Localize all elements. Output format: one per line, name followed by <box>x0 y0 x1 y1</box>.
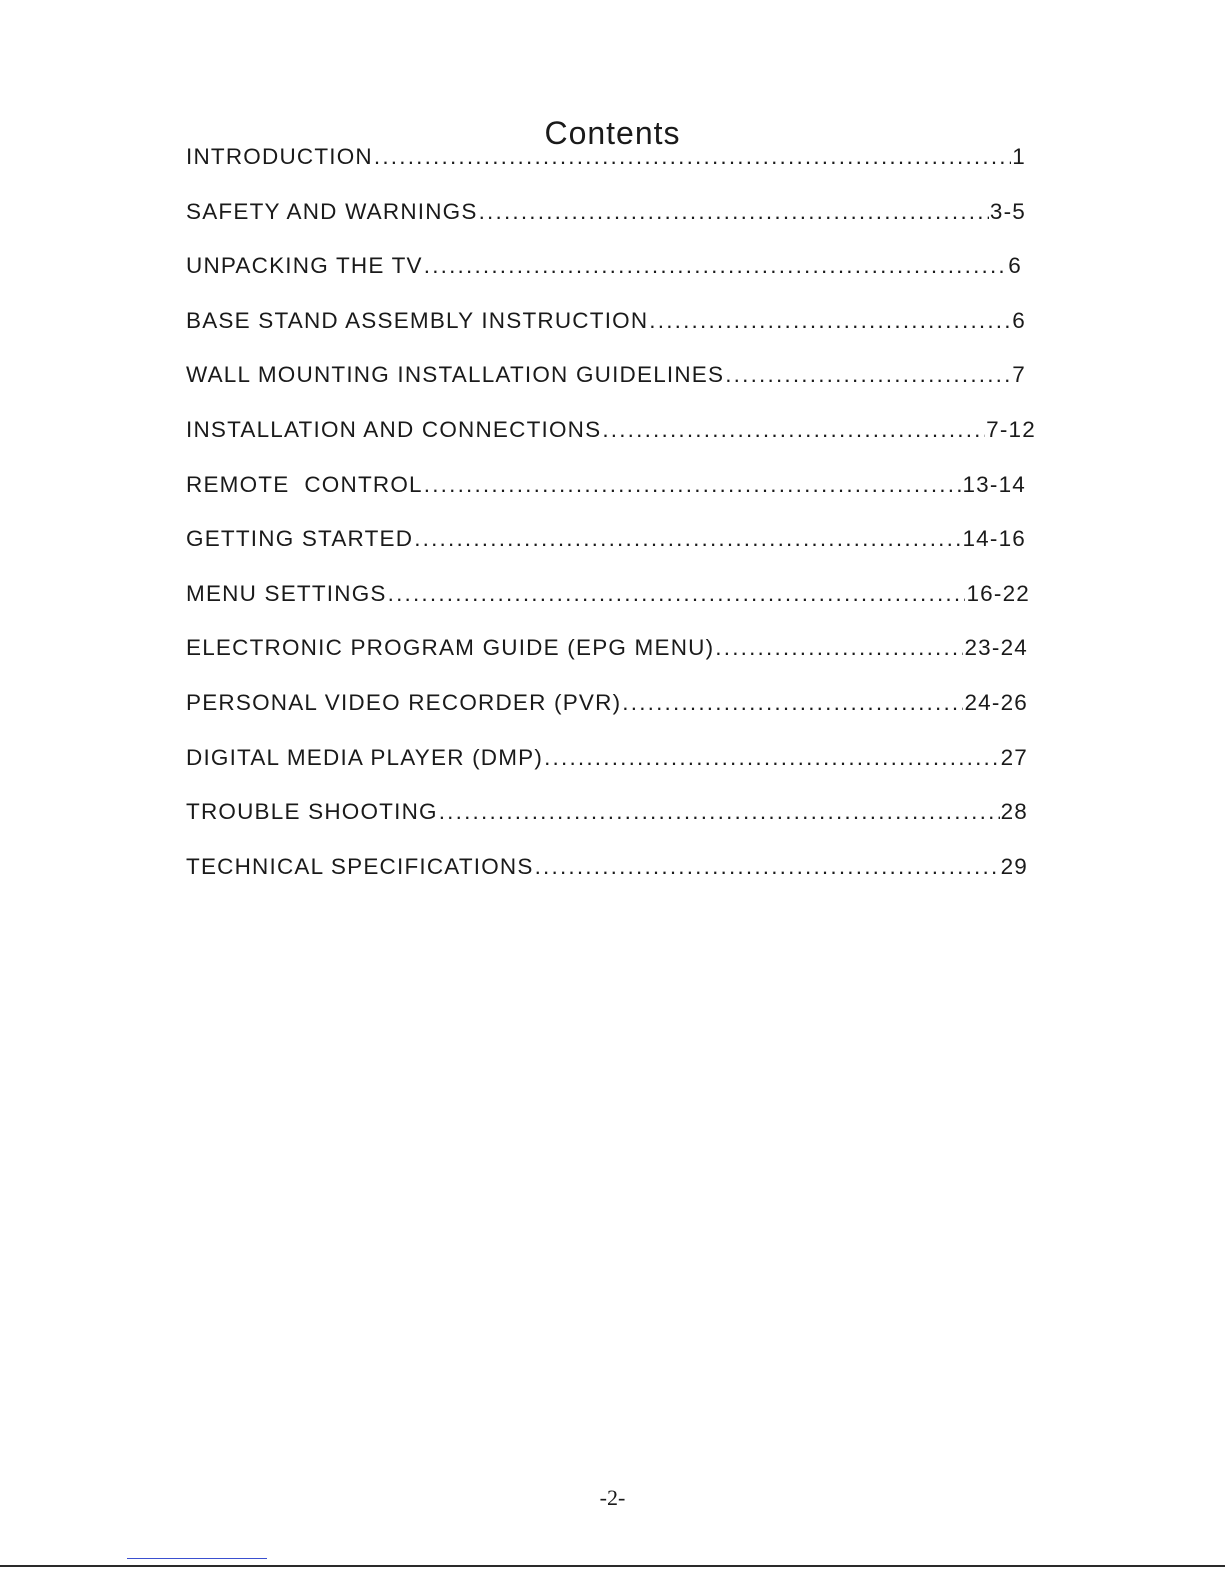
toc-entry-page: 29 <box>1000 853 1028 879</box>
link-underline <box>127 1558 267 1559</box>
toc-entry-unpacking-the-tv[interactable] <box>186 249 1036 304</box>
dot-leader <box>602 413 985 447</box>
dot-leader <box>414 522 961 556</box>
toc-entry-title: WALL MOUNTING INSTALLATION GUIDELINES <box>186 362 725 388</box>
toc-entry-title: UNPACKING THE TV <box>186 253 423 279</box>
toc-entry-epg-menu[interactable] <box>186 631 1036 686</box>
toc-entry-page: 23-24 <box>964 635 1028 661</box>
toc-entry-title: TROUBLE SHOOTING <box>186 799 438 825</box>
page-bottom-rule <box>0 1565 1225 1567</box>
dot-leader <box>374 140 1011 174</box>
toc-entry-page: 7 <box>1012 362 1026 388</box>
page-number: -2- <box>599 1485 626 1510</box>
toc-entry-base-stand-assembly[interactable] <box>186 304 1036 359</box>
toc-entry-wall-mounting[interactable] <box>186 358 1036 413</box>
toc-entry-title: INTRODUCTION <box>186 144 373 169</box>
table-of-contents <box>186 140 1036 904</box>
toc-entry-safety-and-warnings[interactable] <box>186 195 1036 250</box>
toc-entry-title: TECHNICAL SPECIFICATIONS <box>186 853 534 879</box>
dot-leader <box>388 577 966 611</box>
toc-entry-page: 6 <box>1012 307 1026 333</box>
toc-entry-page: 24-26 <box>964 689 1028 715</box>
toc-entry-page: 27 <box>1000 744 1028 770</box>
toc-entry-getting-started[interactable] <box>186 522 1036 577</box>
toc-entry-introduction[interactable] <box>186 140 1036 195</box>
toc-entry-title: BASE STAND ASSEMBLY INSTRUCTION <box>186 307 649 333</box>
dot-leader <box>424 249 1008 283</box>
toc-entry-pvr[interactable] <box>186 686 1036 741</box>
toc-entry-page: 13-14 <box>962 471 1026 497</box>
toc-entry-page: 3-5 <box>989 198 1026 224</box>
toc-entry-page: 14-16 <box>962 526 1026 552</box>
toc-entry-title: SAFETY AND WARNINGS <box>186 198 478 224</box>
dot-leader <box>649 304 1011 338</box>
dot-leader <box>535 850 1000 884</box>
toc-entry-installation-and-connections[interactable] <box>186 413 1036 468</box>
toc-entry-title: DIGITAL MEDIA PLAYER (DMP) <box>186 744 544 770</box>
toc-entry-title: ELECTRONIC PROGRAM GUIDE (EPG MENU) <box>186 635 715 661</box>
toc-entry-trouble-shooting[interactable] <box>186 795 1036 850</box>
toc-entry-page: 16-22 <box>966 580 1030 606</box>
toc-entry-title: PERSONAL VIDEO RECORDER (PVR) <box>186 689 622 715</box>
toc-entry-title: REMOTE CONTROL <box>186 471 423 497</box>
toc-entry-page: 7-12 <box>986 416 1036 442</box>
page-title: Contents <box>544 115 681 152</box>
dot-leader <box>439 795 1000 829</box>
toc-entry-title: MENU SETTINGS <box>186 580 387 606</box>
dot-leader <box>479 195 989 229</box>
toc-entry-remote-control[interactable] <box>186 468 1036 523</box>
toc-entry-dmp[interactable] <box>186 741 1036 796</box>
toc-entry-title: INSTALLATION AND CONNECTIONS <box>186 416 602 442</box>
toc-entry-title: GETTING STARTED <box>186 526 414 552</box>
toc-entry-page: 28 <box>1000 799 1028 825</box>
toc-entry-technical-specifications[interactable] <box>186 850 1036 905</box>
toc-entry-menu-settings[interactable] <box>186 577 1036 632</box>
toc-entry-page: 6 <box>1008 253 1022 279</box>
dot-leader <box>424 468 962 502</box>
toc-entry-page: 1 <box>1012 144 1026 169</box>
dot-leader <box>544 741 999 775</box>
dot-leader <box>725 358 1011 392</box>
dot-leader <box>622 686 963 720</box>
dot-leader <box>715 631 963 665</box>
